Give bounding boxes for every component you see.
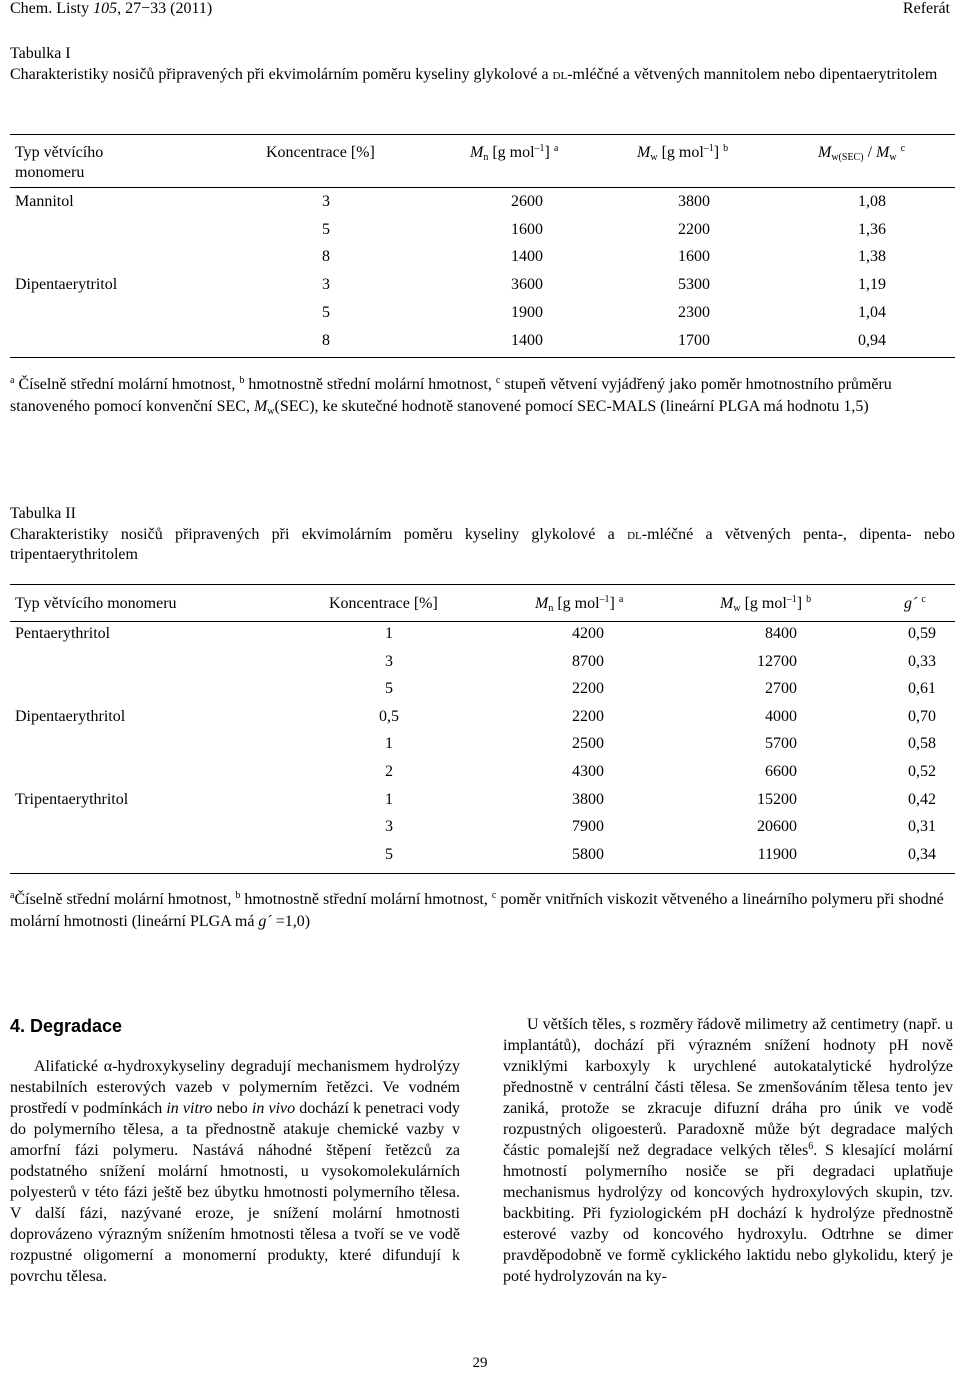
table2-cell-monomer: Tripentaerythritol — [15, 790, 129, 808]
table2-cell-conc: 1 — [385, 790, 393, 808]
table2-cell-conc: 3 — [385, 818, 393, 836]
table1-cell-ratio: 1,38 — [858, 248, 886, 266]
table2-cell-mw: 12700 — [757, 652, 797, 670]
table1-cell-mw: 3800 — [678, 193, 710, 210]
table1-col-conc: Koncentrace [%] — [266, 144, 375, 161]
table2-cell-g: 0,52 — [908, 763, 936, 780]
table1-cell-mw: 2300 — [678, 303, 710, 321]
table2-cell-g: 0,34 — [908, 845, 936, 863]
right-column — [503, 1014, 953, 1287]
table1-bottom-rule — [10, 357, 955, 358]
table2-cell-mn: 2200 — [572, 707, 604, 725]
table1-top-rule — [10, 134, 955, 135]
table2-cell-mn: 2200 — [572, 680, 604, 698]
table2-cell-g: 0,59 — [908, 625, 936, 642]
table2-cell-mn: 7900 — [572, 818, 604, 836]
table2-cell-conc: 5 — [385, 680, 393, 698]
table1-cell-mw: 1700 — [678, 331, 710, 349]
table2-caption-text: Charakteristiky nosičů připravených při ekvimolárním poměru kyseliny glykolové a dl-mléčné a větvených penta-, dipenta- nebo tripentaerythritolem — [10, 525, 956, 563]
table2-cell-mw: 2700 — [765, 680, 797, 698]
table2-col-type: Typ větvícího monomeru — [15, 595, 177, 612]
table2-cell-g: 0,61 — [908, 680, 936, 698]
reference-number: 6 — [808, 1141, 814, 1152]
table1-cell-monomer: Dipentaerytritol — [15, 276, 118, 294]
table2-cell-mn: 2500 — [572, 735, 604, 753]
table2-cell-mn: 5800 — [572, 845, 604, 863]
table2-cell-g: 0,31 — [908, 818, 936, 836]
table2-label: Tabulka II — [10, 505, 76, 522]
page-number: 29 — [472, 1355, 488, 1371]
table2-col-mn: $M_n$ [g mol$^{-1}$] $^a$ — [535, 594, 624, 614]
table2-cell-mn: 4300 — [572, 763, 604, 780]
table2-col-mw: $M_w$ [g mol$^{-1}$] $^b$ — [720, 594, 812, 614]
table1-cell-conc: 5 — [322, 303, 330, 321]
running-header — [10, 0, 950, 18]
table2-cell-conc: 2 — [385, 763, 393, 780]
section-label: Referát — [902, 0, 950, 17]
table2-cell-mw: 15200 — [757, 790, 797, 808]
table1-cell-mw: 2200 — [678, 220, 710, 238]
table2-header-rule — [10, 621, 955, 622]
table1-cell-mw: 5300 — [678, 276, 710, 294]
table2-cell-conc: 0,5 — [379, 707, 399, 725]
table2-cell-conc: 1 — [385, 625, 393, 642]
table1-cell-mn: 3600 — [511, 276, 543, 294]
table2-cell-mn: 8700 — [572, 652, 604, 670]
table2-cell-g: 0,33 — [908, 652, 936, 670]
table1-cell-conc: 8 — [322, 331, 330, 349]
table2-col-g: g´ $^c$ — [904, 594, 926, 612]
table2-cell-mn: 4200 — [572, 625, 604, 642]
table2-cell-mw: 5700 — [765, 735, 797, 753]
table2-cell-conc: 5 — [385, 845, 393, 863]
table1-cell-conc: 3 — [322, 193, 330, 210]
table2-cell-mw: 6600 — [765, 763, 797, 780]
table2-cell-mw: 8400 — [765, 625, 797, 642]
table2-cell-conc: 1 — [385, 735, 393, 753]
table1-cell-mn: 1400 — [511, 331, 543, 349]
table2-top-rule — [10, 584, 955, 585]
table1-cell-conc: 3 — [322, 276, 330, 294]
table1-col-type: Typ větvícího monomeru — [15, 144, 104, 181]
table1-cell-mn: 1900 — [511, 303, 543, 321]
table1-col-mw: $M_w$ [g mol$^{-1}$] $^b$ — [637, 143, 729, 163]
table2-cell-mn: 3800 — [572, 790, 604, 808]
table1-cell-ratio: 0,94 — [858, 331, 886, 349]
table1-header-rule — [10, 187, 955, 188]
table2-cell-monomer: Dipentaerythritol — [15, 707, 126, 725]
table2-cell-g: 0,58 — [908, 735, 936, 753]
right-paragraph: U větších těles, s rozměry řádově milimetry až centimetry (např. u implantátů), dochází při výrazném snížení hodnoty pH nově vzniklými karboxyly k urychlené autokatalytické hydrolýze přednostně v centrální části tělesa. Se zmenšováním tělesa tento jev zaniká, protože se zkracuje difuzní dráha pro únik ve vodě rozpustných oligoesterů. Paradoxně může být degradace malých částic pomalejší než degradace velkých těles$^6$. S klesající molární hmotností polymerního nosiče se při degradaci uplatňuje mechanismus hydrolýzy od koncových hydroxylových skupin, tzv. backbiting. Při fyziologickém pH dochází k hydrolýze přednostně esterové vazby od koncového hydroxylu. Odtrhne se dimer pravděpodobně ve formě cyklického laktidu nebo glykolidu, který je poté hydrolyzován na ky- — [503, 1016, 953, 1285]
table2-cell-mw: 4000 — [765, 707, 797, 725]
table1-cell-ratio: 1,04 — [858, 303, 886, 321]
left-paragraph: Alifatické α-hydroxykyseliny degradují mechanismem hydrolýzy nestabilních esterových vazeb v polymerním řetězci. Ve vodném prostředí v podmínkách in vitro nebo in vivo dochází k penetraci vody do polymerního tělesa, a ta přednostně atakuje chemické vazby v amorfní fázi polymeru. Nastává náhodné štěpení řetězců za podstatného snížení molární hmotnosti, u vysokomolekulárních polyesterů v této fázi ještě bez úbytku hmotnosti polymerního tělesa. V další fázi, nazývané eroze, je snížení molární hmotnosti doprovázeno výrazným snížením hmotnosti tělesa a tvoří se ve vodě rozpustné oligomerní a monomerní produkty, které difundují k povrchu tělesa. — [10, 1058, 460, 1285]
table1-caption — [10, 44, 955, 85]
left-column — [10, 1056, 460, 1287]
table1-cell-mn: 1400 — [511, 248, 543, 266]
table1-cell-mw: 1600 — [678, 248, 710, 266]
table1-cell-ratio: 1,19 — [858, 276, 886, 294]
table2-col-conc: Koncentrace [%] — [329, 595, 438, 612]
section-heading: 4. Degradace — [10, 1016, 123, 1036]
table1-footnote: $^a$ Číselně střední molární hmotnost, $^b$ hmotnostně střední molární hmotnost, $^c$ stupeň větvení vyjádřený jako poměr hmotnostního průměru stanoveného pomocí konvenční SEC, $M_w(SEC)$, ke skutečné hodnotě stanovené pomocí SEC-MALS (lineární PLGA má hodnotu 1,5) — [10, 375, 892, 417]
table1-cell-monomer: Mannitol — [15, 193, 74, 210]
table2-caption — [10, 504, 955, 566]
table2-cell-monomer: Pentaerythritol — [15, 625, 111, 642]
table2-bottom-rule — [10, 873, 955, 874]
alpha-symbol: α — [103, 1058, 113, 1075]
table1-cell-mn: 1600 — [511, 220, 543, 238]
table1-col-ratio: $M_{w(SEC)} / M_w$ $^c$ — [818, 143, 906, 163]
table2-cell-mw: 20600 — [757, 818, 797, 836]
table2-footnote: $^a$Číselně střední molární hmotnost, $^b$ hmotnostně střední molární hmotnost, $^c$ poměr vnitřních viskozit větveného a lineárního polymeru při shodné molární hmotnosti (lineární PLGA má g´ =1,0) — [10, 890, 944, 930]
table1-label: Tabulka I — [10, 45, 71, 62]
journal-citation: Chem. Listy 105, 27−33 (2011) — [10, 0, 213, 17]
table1-cell-conc: 5 — [322, 220, 330, 238]
table1-cell-conc: 8 — [322, 248, 330, 266]
table1-cell-mn: 2600 — [511, 193, 543, 210]
table1-caption-text: Charakteristiky nosičů připravených při ekvimolárním poměru kyseliny glykolové a dl-mléčné a větvených mannitolem nebo dipentaerytritolem — [10, 65, 938, 83]
table2-cell-g: 0,70 — [908, 707, 936, 725]
table1-col-mn: $M_n$ [g mol$^{-1}$] $^a$ — [470, 143, 559, 163]
table1-cell-ratio: 1,08 — [858, 193, 886, 210]
table2-cell-conc: 3 — [385, 652, 393, 670]
table2-cell-mw: 11900 — [757, 845, 797, 863]
table1-cell-ratio: 1,36 — [858, 220, 886, 238]
table2-cell-g: 0,42 — [908, 790, 936, 808]
